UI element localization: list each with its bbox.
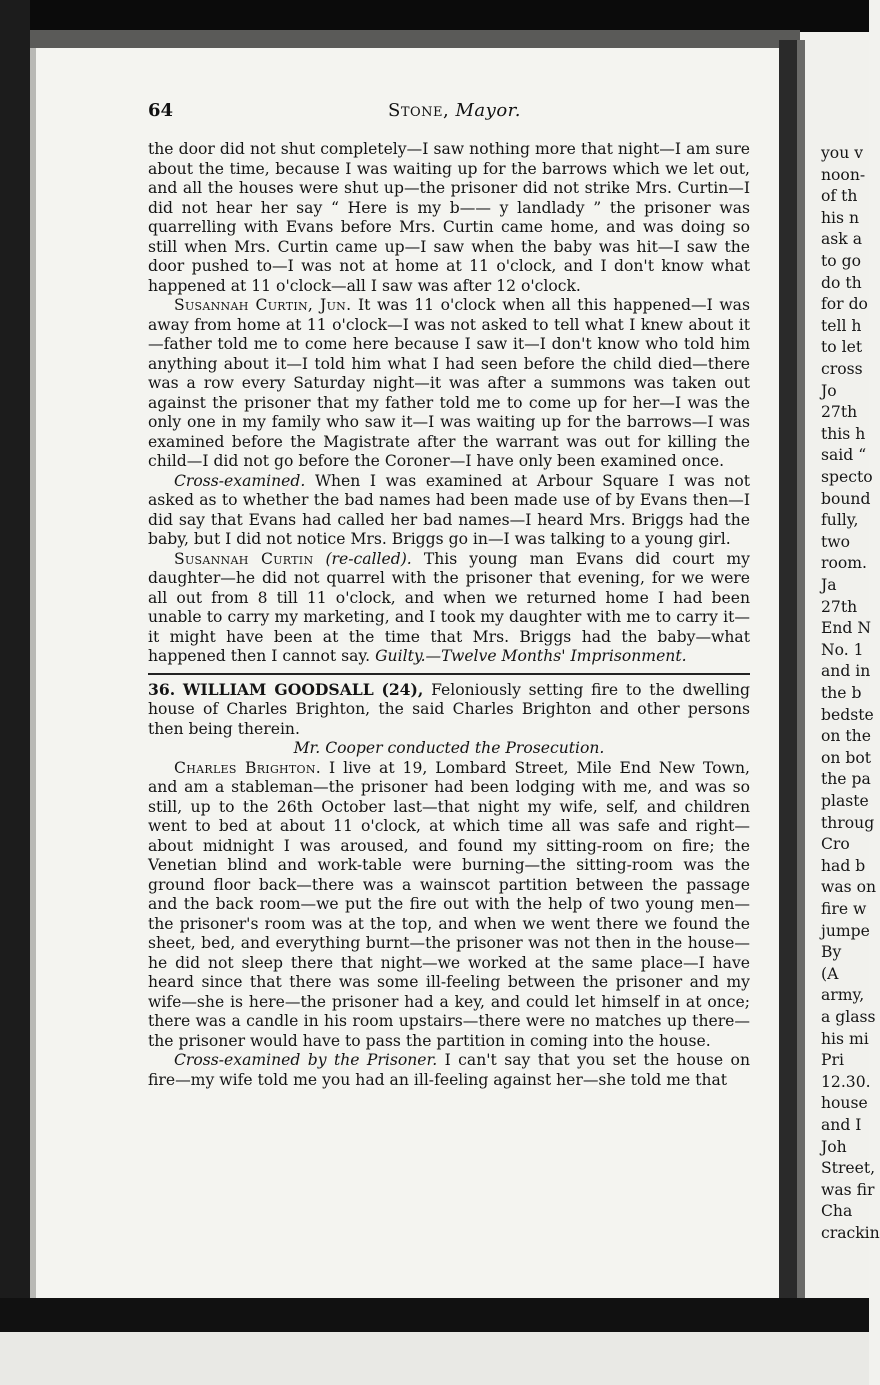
case-divider <box>148 673 750 675</box>
right-page-fragment: of th <box>821 187 858 206</box>
right-page-fragment: his mi <box>821 1029 869 1048</box>
right-page-fragment: 12.30. <box>821 1072 871 1091</box>
right-page-fragment: bound <box>821 489 871 508</box>
right-page-fragment: on the <box>821 727 871 746</box>
book-gutter-edge <box>797 40 805 1310</box>
prosecution-note: Mr. Cooper conducted the Prosecution. <box>293 739 605 757</box>
right-page-fragment: throug <box>821 813 875 832</box>
right-page-fragment: noon- <box>821 165 866 184</box>
right-page-fragment: 27th <box>821 403 858 422</box>
right-page-fragment: ask a <box>821 230 863 249</box>
right-page-fragment: specto <box>821 468 873 486</box>
cross-label: Cross-examined by the Prisoner. <box>174 1051 438 1069</box>
cross-testimony: When I was examined at Arbour Square I was not asked as to whether the bad names had been made use of by Evans then—I did say that Evans had called her bad names—I heard Mrs. Briggs had the baby, but I did not notice Mrs. Briggs go in—I was talking to a young girl. <box>148 471 750 548</box>
verdict: Guilty.—Twelve Months' Imprisonment. <box>375 647 687 665</box>
right-page-fragment: the b <box>821 684 862 702</box>
page-shadow-top <box>30 30 800 48</box>
defendant-name: WILLIAM GOODSALL <box>182 679 374 699</box>
right-page-fragment: End N <box>821 619 872 638</box>
scan-border-bottom <box>0 1298 869 1332</box>
right-page-fragment: was fir <box>821 1180 875 1199</box>
right-page-fragment: Ja <box>821 576 837 594</box>
right-page-fragment: fire w <box>821 900 867 918</box>
right-page-fragment: and I <box>821 1116 862 1134</box>
right-page <box>805 40 880 1310</box>
right-page-fragment: to go <box>821 252 861 270</box>
paragraph-continued: the door did not shut completely—I saw nothing more that night—I am sure about the time, because I was waiting up for the barrows which we let out, and all the houses were shut up—the prisoner did not strike Mrs. Curtin—I did not hear her say “ Here is my b—— y landlady ” the prisoner was quarrelling with Evans before Mrs. Curtin came home, and was doing so still when Mrs. Curtin came up—I saw when the baby was hit—I saw the door pushed to—I was not at home at 11 o'clock, and I don't know what happened at 11 o'clock—all I saw was after 12 o'clock. <box>148 140 750 295</box>
right-page-fragment: fully, <box>821 511 859 530</box>
defendant-age: (24), <box>381 679 424 699</box>
right-page-fragment: said “ <box>821 446 867 465</box>
right-page-fragment: do th <box>821 273 862 292</box>
page-number: 64 <box>148 100 174 121</box>
witness-testimony: I live at 19, Lombard Street, Mile End New Town, and am a stableman—the prisoner had been lodging with me, and was so still, up to the 26th October last—that night my wife, self, and children went to bed at about 11 o'clock, at which time all was safe and right—about midnight I was aroused, and found my sitting-room on fire; the Venetian blind and work-table were burning—the sitting-room was the ground floor back—there was a wainscot partition between the passage and the back room—we put the fire out with the help of two young men—the prisoner's room was at the top, and when we went there we found the sheet, bed, and everything burnt—the prisoner was not then in the house—he did not sleep there that night—we worked at the same place—I have heard since that there was some ill-feeling between the prisoner and my wife—she is here—the prisoner had a key, and could let himself in at once; there was a candle in his room upstairs—there were no matches up there—the prisoner would have to pass the partition in coming into the house. <box>148 758 750 1050</box>
witness-susannah-curtin-jun <box>148 296 750 472</box>
right-page-fragment: to let <box>821 338 863 357</box>
right-page-fragment: By <box>821 943 842 962</box>
right-page-fragment: 27th <box>821 597 858 616</box>
right-page-fragment: crackin <box>821 1224 880 1242</box>
right-page-fragment: two <box>821 532 851 551</box>
right-page-fragment: for do <box>821 295 868 314</box>
cross-examination-1 <box>148 472 750 550</box>
right-page-fragment: room. <box>821 554 867 573</box>
witness-susannah-curtin-recalled <box>148 550 750 667</box>
cross-label: Cross-examined. <box>174 471 306 490</box>
right-page-fragment: his n <box>821 208 860 227</box>
right-page-fragment: you v <box>821 144 864 162</box>
right-page-fragment: was on <box>821 878 877 897</box>
right-page-fragment: on bot <box>821 748 872 767</box>
witness-name: Charles Brighton. <box>174 758 322 777</box>
cross-testimony: I can't say that you set the house on fire—my wife told me you had an ill-feeling against her—she told me that <box>148 1051 750 1089</box>
scan-margin-bottom <box>0 1332 869 1385</box>
right-page-fragment: No. 1 <box>821 640 864 659</box>
right-page-fragment: house <box>821 1094 868 1113</box>
right-page-fragment: and in <box>821 662 871 681</box>
case-number: 36. <box>148 679 176 699</box>
scan-border-left <box>0 0 30 1385</box>
right-page-fragment: plaste <box>821 792 869 810</box>
witness-note: (re-called). <box>325 549 412 568</box>
right-page-fragment: Cha <box>821 1202 853 1221</box>
right-page-fragment: had b <box>821 856 866 875</box>
right-page-fragment: (A <box>821 964 839 983</box>
right-page-fragment: bedste <box>821 705 874 724</box>
page-body <box>148 140 750 1090</box>
right-page-fragment: Cro <box>821 835 850 854</box>
witness-name: Susannah Curtin, Jun. <box>174 296 352 314</box>
witness-charles-brighton <box>148 759 750 1052</box>
right-page-fragment: Joh <box>821 1137 847 1156</box>
right-page-fragment: a glass <box>821 1008 876 1026</box>
witness-name: Susannah Curtin <box>174 549 314 568</box>
right-page-fragment: this h <box>821 424 866 443</box>
cross-examination-2 <box>148 1051 750 1090</box>
right-page-fragment: Pri <box>821 1051 844 1070</box>
right-page-fragment: jumpe <box>821 921 870 940</box>
page-header <box>148 100 748 126</box>
witness-testimony: This young man Evans did court my daughter—he did not quarrel with the prisoner that evening, for we were all out from 8 till 11 o'clock, and when we returned home I had been unable to carry my marketing, and I took my daughter with me to carry it—it might have been at the time that Mrs. Briggs had the baby—what happened then I cannot say. <box>148 549 750 665</box>
scan-border-top <box>0 0 869 32</box>
right-page-fragment: tell h <box>821 316 862 335</box>
right-page-fragment: Street, <box>821 1159 876 1178</box>
running-head <box>388 100 521 121</box>
case-heading <box>148 680 750 740</box>
running-head-name: Stone, <box>388 100 450 121</box>
running-head-office: Mayor. <box>455 100 522 121</box>
right-page-fragment: Jo <box>821 381 837 400</box>
right-page-fragment: army, <box>821 986 865 1005</box>
right-page-fragment: the pa <box>821 770 871 789</box>
witness-testimony: It was 11 o'clock when all this happened—I was away from home at 11 o'clock—I was not asked to tell what I knew about it—father told me to come here because I saw it—I don't know who told him anything about it—I told him what I had seen before the child died—there was a row every Saturday night—it was after a summons was taken out against the prisoner that my father told me to come up for her—I was the only one in my family who saw it—I was waiting up for the barrows—I was examined before the Magistrate after the warrant was out for killing the child—I did not go before the Coroner—I have only been examined once. <box>148 296 750 470</box>
right-page-fragment: cross <box>821 360 863 378</box>
charge: Feloniously setting fire to the dwelling house of Charles Brighton, the said Charles Brighton and other persons then being therein. <box>148 680 751 738</box>
